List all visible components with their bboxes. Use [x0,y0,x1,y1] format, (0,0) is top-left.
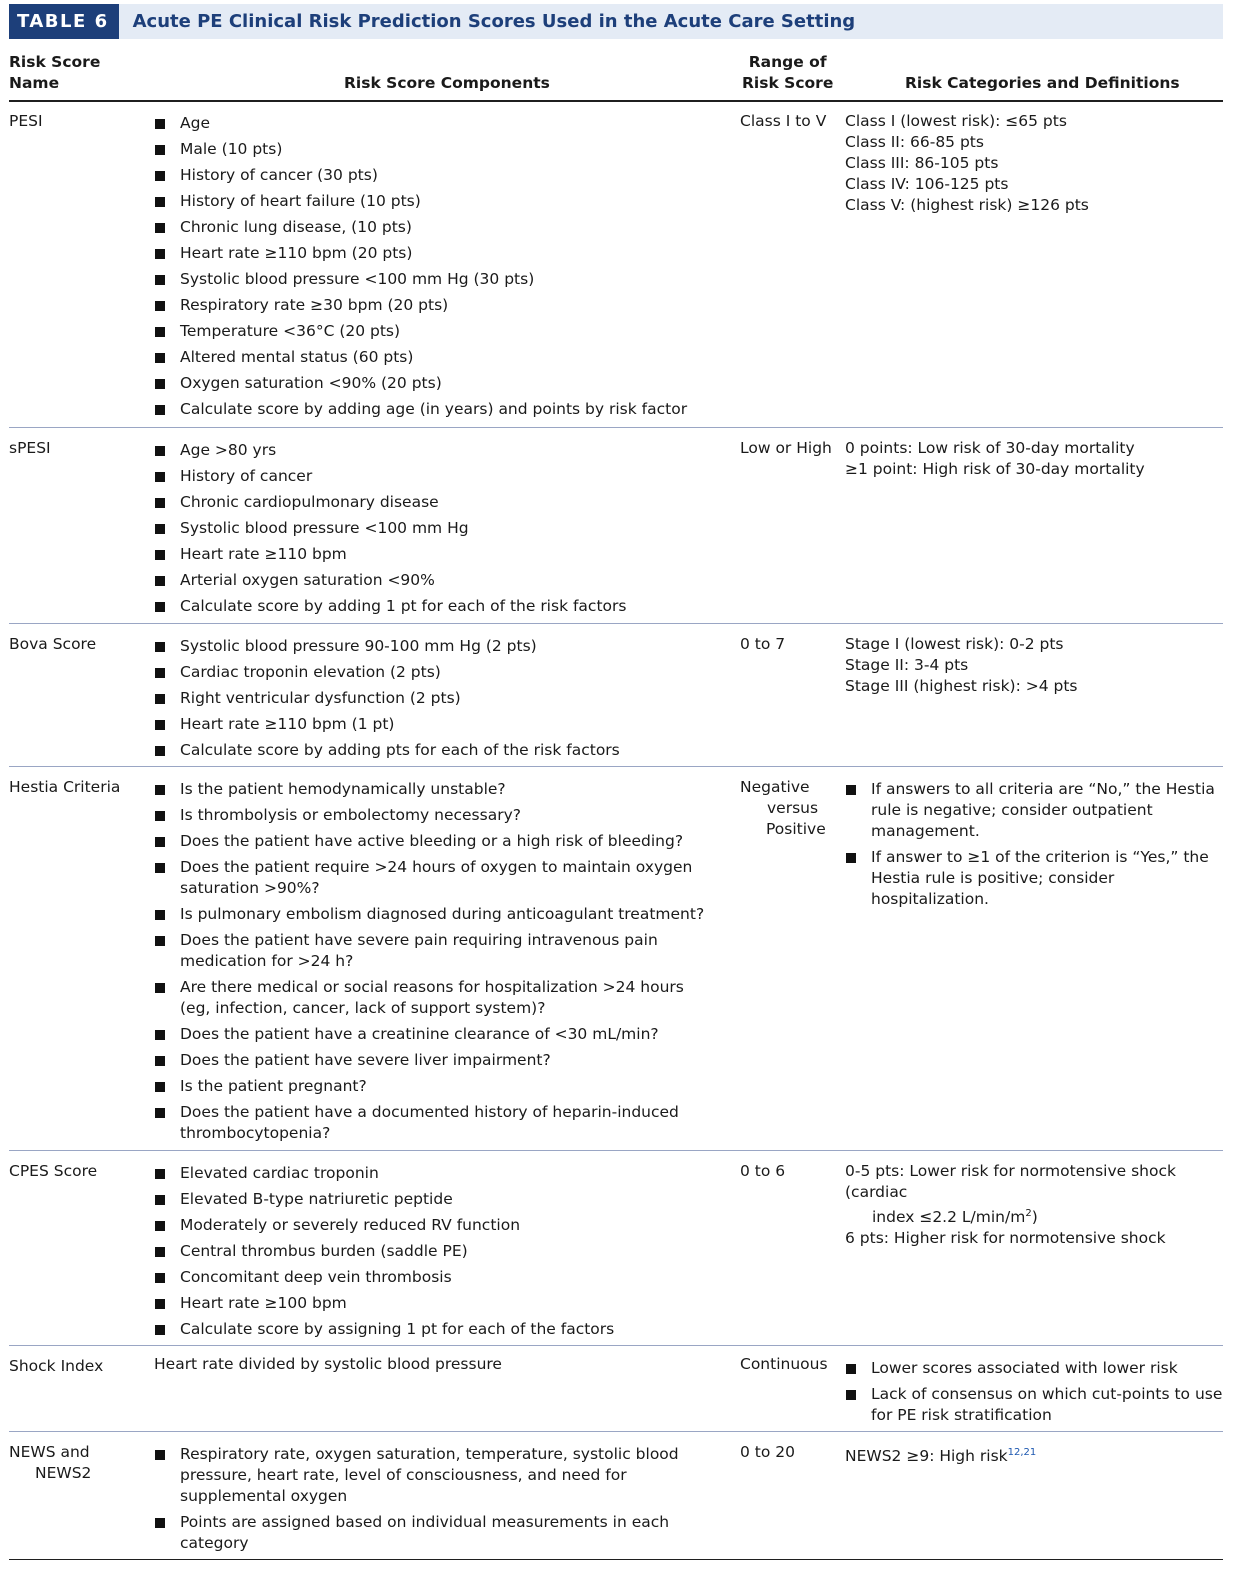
square-bullet-icon [155,720,165,730]
table-number-tag: TABLE 6 [9,4,119,39]
square-bullet-icon [155,576,165,586]
square-bullet-icon [155,119,165,129]
list-item [154,570,744,591]
list-item [154,466,744,487]
list-item [154,662,744,683]
square-bullet-icon [155,197,165,207]
square-bullet-icon [155,1273,165,1283]
square-bullet-icon [155,1325,165,1335]
list-item-text: Respiratory rate ≥30 bpm (20 pts) [180,296,449,314]
list-item [154,805,714,826]
list-item [154,1076,714,1097]
list-item-text: Does the patient have severe liver impairment? [180,1051,551,1069]
list-item-text: If answer to ≥1 of the criterion is “Yes,” the Hestia rule is positive; consider hospitalization. [871,848,1209,908]
square-bullet-icon [155,1221,165,1231]
square-bullet-icon [155,1450,165,1460]
list-item [154,1293,744,1314]
list-item [154,1267,744,1288]
category-line: Class III: 86-105 pts [845,154,999,172]
risk-score-name: Bova Score [9,635,97,653]
risk-score-name: Shock Index [9,1357,104,1375]
header-risk-score-name: Risk Score Name [9,53,101,92]
list-item-text: Systolic blood pressure <100 mm Hg (30 pts) [180,270,535,288]
list-item-text: Central thrombus burden (saddle PE) [180,1242,468,1260]
list-item [154,295,744,316]
square-bullet-icon [846,1390,856,1400]
list-item [154,492,744,513]
square-bullet-icon [155,171,165,181]
square-bullet-icon [155,936,165,946]
category-line: 0 points: Low risk of 30-day mortality [845,439,1135,457]
list-item-text: Temperature <36°C (20 pts) [180,322,401,340]
header-risk-categories: Risk Categories and Definitions [905,74,1180,92]
table-row-hestia-criteria [9,766,1223,1151]
components-list [154,779,714,1144]
list-item [154,321,744,342]
square-bullet-icon [155,446,165,456]
categories-list [845,111,1223,216]
list-item-text: History of cancer [180,467,313,485]
square-bullet-icon [155,1247,165,1257]
list-item-text: Is thrombolysis or embolectomy necessary? [180,806,521,824]
risk-categories [845,1442,1223,1467]
square-bullet-icon [155,353,165,363]
risk-score-components [154,1161,744,1345]
square-bullet-icon [155,1056,165,1066]
list-item [154,440,744,461]
categories-list [845,438,1223,480]
list-item [154,779,714,800]
list-item [845,779,1223,842]
category-line: Class II: 66-85 pts [845,133,984,151]
list-item [154,544,744,565]
components-list [154,440,744,617]
list-item [154,1215,744,1236]
square-bullet-icon [155,668,165,678]
list-item [154,977,714,1019]
list-item [154,1102,714,1144]
table-row-cpes-score [9,1150,1223,1346]
list-item [154,636,744,657]
category-line: Stage II: 3-4 pts [845,656,969,674]
category-lower-risk: 0-5 pts: Lower risk for normotensive shock (cardiac [845,1162,1176,1201]
square-bullet-icon [155,223,165,233]
square-bullet-icon [155,1518,165,1528]
list-item-text: Moderately or severely reduced RV function [180,1216,521,1234]
list-item-text: Does the patient have a creatinine clearance of <30 mL/min? [180,1025,659,1043]
list-item [154,930,714,972]
risk-score-components [154,777,744,1149]
square-bullet-icon [155,249,165,259]
list-item [154,688,744,709]
risk-score-range: Continuous [740,1355,828,1373]
category-cardiac-index: index ≤2.2 $L/\min/m^2$) [872,1208,1038,1227]
list-item [154,904,714,925]
risk-score-components [154,111,744,425]
list-item [154,113,744,134]
risk-score-range: Class I to V [740,112,827,130]
list-item-text: Heart rate ≥110 bpm [180,545,347,563]
square-bullet-icon [155,1030,165,1040]
list-item-text: Elevated cardiac troponin [180,1164,379,1182]
risk-score-range: Low or High [740,439,832,457]
square-bullet-icon [155,472,165,482]
risk-score-components-text: Heart rate divided by systolic blood pressure [154,1355,502,1373]
list-item-text: Does the patient have a documented history of heparin-induced thrombocytopenia? [180,1103,679,1142]
square-bullet-icon [155,785,165,795]
list-item [154,1241,744,1262]
list-item-text: Systolic blood pressure 90-100 mm Hg (2 pts) [180,637,537,655]
list-item [845,1384,1223,1426]
category-line: Class IV: 106-125 pts [845,175,1009,193]
header-range-of-risk-score: Range of Risk Score [742,53,834,92]
list-item-text: Is pulmonary embolism diagnosed during anticoagulant treatment? [180,905,705,923]
category-line: Class V: (highest risk) ≥126 pts [845,196,1089,214]
square-bullet-icon [846,1364,856,1374]
list-item [154,1050,714,1071]
risk-score-components [154,634,744,766]
list-item [154,243,744,264]
components-list [154,113,744,420]
risk-score-range: Negative versus Positive [740,778,826,838]
risk-score-range: 0 to 7 [740,635,786,653]
square-bullet-icon [155,983,165,993]
risk-score-name: NEWS and NEWS2 [9,1443,92,1482]
list-item [154,1024,714,1045]
square-bullet-icon [155,1108,165,1118]
square-bullet-icon [155,811,165,821]
square-bullet-icon [155,275,165,285]
list-item [154,373,744,394]
square-bullet-icon [155,1082,165,1092]
square-bullet-icon [155,1195,165,1205]
square-bullet-icon [155,863,165,873]
list-item-text: Concomitant deep vein thrombosis [180,1268,452,1286]
table-row-news [9,1431,1223,1560]
category-higher-risk: 6 pts: Higher risk for normotensive shock [845,1229,1166,1248]
reference-link[interactable]: 12,21 [1007,1447,1037,1458]
list-item-text: If answers to all criteria are “No,” the Hestia rule is negative; consider outpatient management. [871,780,1215,840]
list-item-text: Heart rate ≥100 bpm [180,1294,347,1312]
square-bullet-icon [846,853,856,863]
list-item [845,847,1223,910]
table-row-shock-index [9,1345,1223,1432]
list-item [154,347,744,368]
list-item [154,1444,704,1507]
category-line: ≥1 point: High risk of 30-day mortality [845,460,1145,478]
table-title: Acute PE Clinical Risk Prediction Scores Used in the Acute Care Setting [132,11,856,32]
list-item [154,269,744,290]
list-item [154,165,744,186]
category-line: Stage I (lowest risk): 0-2 pts [845,635,1064,653]
square-bullet-icon [155,642,165,652]
square-bullet-icon [155,145,165,155]
list-item [845,1358,1223,1379]
list-item [154,714,744,735]
table-row-pesi [9,101,1223,427]
category-line: Class I (lowest risk): ≤65 pts [845,112,1067,130]
list-item-text: Lack of consensus on which cut-points to use for PE risk stratification [871,1385,1223,1424]
categories-list [845,1358,1223,1426]
categories-list [845,634,1223,697]
risk-score-name: PESI [9,112,43,130]
square-bullet-icon [846,785,856,795]
components-list [154,636,744,761]
list-item-text: Chronic lung disease, (10 pts) [180,218,412,236]
square-bullet-icon [155,746,165,756]
list-item-text: Calculate score by adding pts for each of the risk factors [180,741,620,759]
list-item [154,191,744,212]
risk-score-name: CPES Score [9,1162,98,1180]
risk-categories [845,634,1223,697]
list-item-text: Cardiac troponin elevation (2 pts) [180,663,441,681]
table-header [9,52,1223,102]
list-item [154,1163,744,1184]
list-item [154,217,744,238]
components-list [154,1163,744,1340]
list-item-text: Heart rate ≥110 bpm (1 pt) [180,715,395,733]
list-item-text: Does the patient have active bleeding or a high risk of bleeding? [180,832,684,850]
risk-score-range: 0 to 6 [740,1162,786,1180]
list-item-text: Are there medical or social reasons for hospitalization >24 hours (eg, infection, cancer, lack of support system)? [180,978,684,1017]
table-row-spesi [9,427,1223,624]
list-item [154,857,714,899]
list-item-text: Age >80 yrs [180,441,277,459]
list-item [154,1512,704,1554]
square-bullet-icon [155,327,165,337]
list-item-text: Systolic blood pressure <100 mm Hg [180,519,469,537]
risk-score-components [154,438,744,622]
table-row-bova-score [9,623,1223,767]
category-high-risk: NEWS2 ≥9: High risk$^{12,21}$ [845,1447,1037,1466]
square-bullet-icon [155,550,165,560]
list-item [154,518,744,539]
square-bullet-icon [155,498,165,508]
square-bullet-icon [155,837,165,847]
list-item [154,139,744,160]
list-item-text: Right ventricular dysfunction (2 pts) [180,689,461,707]
list-item [154,831,714,852]
categories-list [845,779,1223,910]
square-bullet-icon [155,524,165,534]
list-item [154,596,744,617]
list-item-text: Does the patient require >24 hours of oxygen to maintain oxygen saturation >90%? [180,858,693,897]
list-item [154,399,744,420]
list-item-text: Calculate score by adding 1 pt for each of the risk factors [180,597,627,615]
risk-categories [845,1358,1223,1431]
list-item [154,1319,744,1340]
category-line: Stage III (highest risk): >4 pts [845,677,1078,695]
square-bullet-icon [155,602,165,612]
risk-score-name: sPESI [9,439,51,457]
components-list [154,1444,704,1554]
risk-score-name: Hestia Criteria [9,778,121,796]
list-item-text: Altered mental status (60 pts) [180,348,414,366]
list-item-text: Elevated B-type natriuretic peptide [180,1190,453,1208]
table-title-bar [9,4,1223,39]
risk-categories [845,111,1223,216]
list-item-text: Respiratory rate, oxygen saturation, temperature, systolic blood pressure, heart rate, level of consciousness, and need for supplemental oxygen [180,1445,679,1505]
list-item-text: Arterial oxygen saturation <90% [180,571,435,589]
list-item-text: Points are assigned based on individual measurements in each category [180,1513,670,1552]
list-item-text: Calculate score by assigning 1 pt for each of the factors [180,1320,615,1338]
list-item-text: Lower scores associated with lower risk [871,1359,1178,1377]
list-item-text: Does the patient have severe pain requiring intravenous pain medication for >24 h? [180,931,658,970]
risk-score-components [154,1442,744,1559]
risk-score-range: 0 to 20 [740,1443,795,1461]
square-bullet-icon [155,1169,165,1179]
list-item [154,1189,744,1210]
list-item-text: History of cancer (30 pts) [180,166,378,184]
list-item-text: History of heart failure (10 pts) [180,192,421,210]
list-item-text: Calculate score by adding age (in years) and points by risk factor [180,400,688,418]
list-item-text: Heart rate ≥110 bpm (20 pts) [180,244,413,262]
list-item-text: Age [180,114,210,132]
list-item-text: Is the patient pregnant? [180,1077,367,1095]
square-bullet-icon [155,301,165,311]
risk-categories [845,1161,1223,1249]
square-bullet-icon [155,405,165,415]
risk-categories [845,779,1223,915]
square-bullet-icon [155,379,165,389]
list-item-text: Is the patient hemodynamically unstable? [180,780,506,798]
header-risk-score-components: Risk Score Components [344,74,550,92]
list-item-text: Chronic cardiopulmonary disease [180,493,439,511]
square-bullet-icon [155,694,165,704]
square-bullet-icon [155,910,165,920]
table-bottom-rule [9,1559,1223,1560]
list-item-text: Male (10 pts) [180,140,283,158]
square-bullet-icon [155,1299,165,1309]
list-item-text: Oxygen saturation <90% (20 pts) [180,374,442,392]
list-item [154,740,744,761]
risk-categories [845,438,1223,480]
